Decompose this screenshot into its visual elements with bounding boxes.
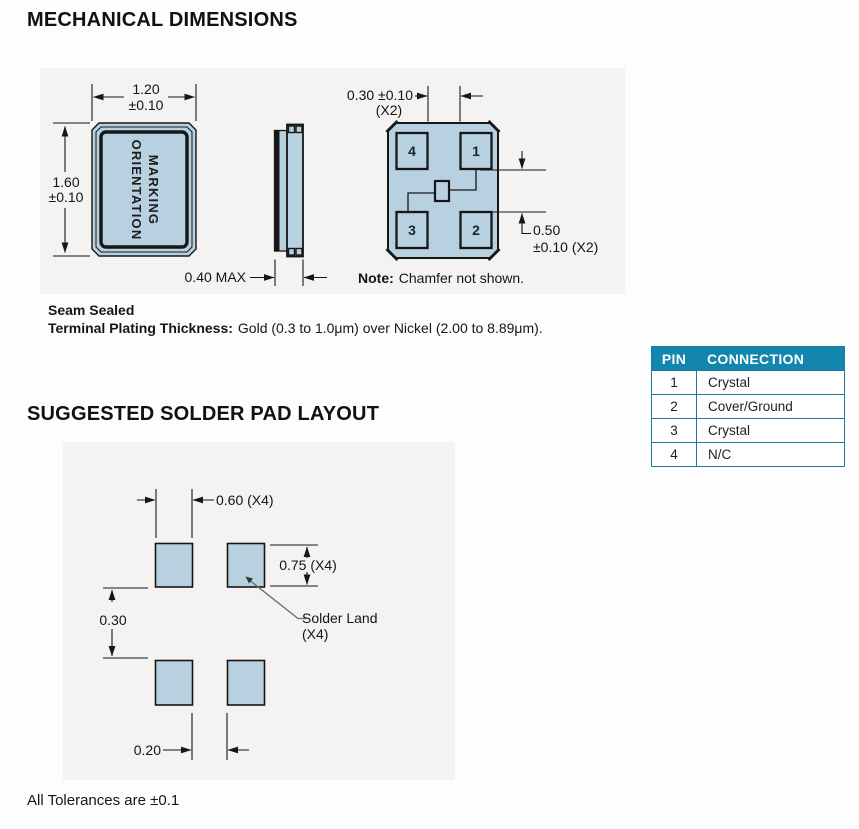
connection-cell: Crystal: [708, 423, 751, 438]
bottom-right-dim-tolerance: ±0.10 (X2): [533, 239, 599, 255]
solder-land-label: Solder Land: [302, 610, 378, 626]
solder-land-qty: (X4): [302, 626, 329, 642]
pin-cell: 1: [652, 371, 697, 394]
marking-orientation-label: [126, 125, 162, 255]
pad-number-top-right: 1: [472, 143, 480, 159]
pin-table-header-connection: CONNECTION: [707, 350, 805, 367]
front-height-value: 1.60: [52, 174, 80, 190]
pin-cell: 2: [652, 395, 697, 418]
table-row: [652, 394, 844, 418]
front-height-tolerance: ±0.10: [48, 189, 84, 205]
solder-col-gap-dim: 0.20: [133, 742, 161, 758]
plating-text-line: [48, 320, 543, 336]
solder-row-gap-dim: 0.30: [99, 612, 127, 628]
plating-label: Terminal Plating Thickness:: [48, 320, 233, 336]
note-text: Chamfer not shown.: [398, 270, 525, 286]
solder-pad-drawing: [156, 544, 265, 706]
plating-value: Gold (0.3 to 1.0μm) over Nickel (2.00 to 8.89μm).: [237, 320, 543, 336]
side-view-drawing: [275, 125, 304, 257]
tolerances-footer: All Tolerances are ±0.1: [27, 792, 180, 809]
pad-number-bottom-left: 3: [408, 222, 416, 238]
solder-pad-width-dim: 0.60 (X4): [216, 492, 274, 508]
bottom-right-dim: 0.50: [533, 222, 561, 238]
marking-line1: MARKING: [146, 154, 161, 226]
note-label: Note:: [358, 270, 394, 286]
table-row: [652, 370, 844, 394]
pin-table-header-pin: PIN: [661, 350, 687, 367]
section-title-mechanical: MECHANICAL DIMENSIONS: [27, 9, 298, 31]
pin-connection-table: [651, 346, 845, 467]
connection-cell: Crystal: [708, 375, 751, 390]
pin-cell: 4: [652, 443, 697, 466]
solder-pad-height-dim: 0.75 (X4): [279, 557, 337, 573]
connection-cell: N/C: [708, 447, 732, 462]
table-row: [652, 418, 844, 442]
pad-number-top-left: 4: [408, 143, 416, 159]
bottom-top-dim-qty: (X2): [375, 102, 403, 118]
side-view-dimensions: [250, 260, 327, 287]
pad-number-bottom-right: 2: [472, 222, 480, 238]
bottom-view-drawing: [387, 121, 500, 260]
pin-table-header: [652, 347, 844, 370]
chamfer-note: [358, 270, 524, 286]
seam-sealed-text: Seam Sealed: [48, 302, 135, 318]
pin-cell: 3: [652, 419, 697, 442]
section-title-solder: SUGGESTED SOLDER PAD LAYOUT: [27, 403, 380, 425]
side-thickness-dim: 0.40 MAX: [184, 269, 246, 285]
front-width-tolerance: ±0.10: [128, 97, 164, 113]
bottom-top-dim: 0.30 ±0.10: [346, 87, 413, 103]
connection-cell: Cover/Ground: [708, 399, 793, 414]
marking-line2: ORIENTATION: [129, 139, 144, 241]
table-row: [652, 442, 844, 466]
front-width-value: 1.20: [132, 81, 160, 97]
